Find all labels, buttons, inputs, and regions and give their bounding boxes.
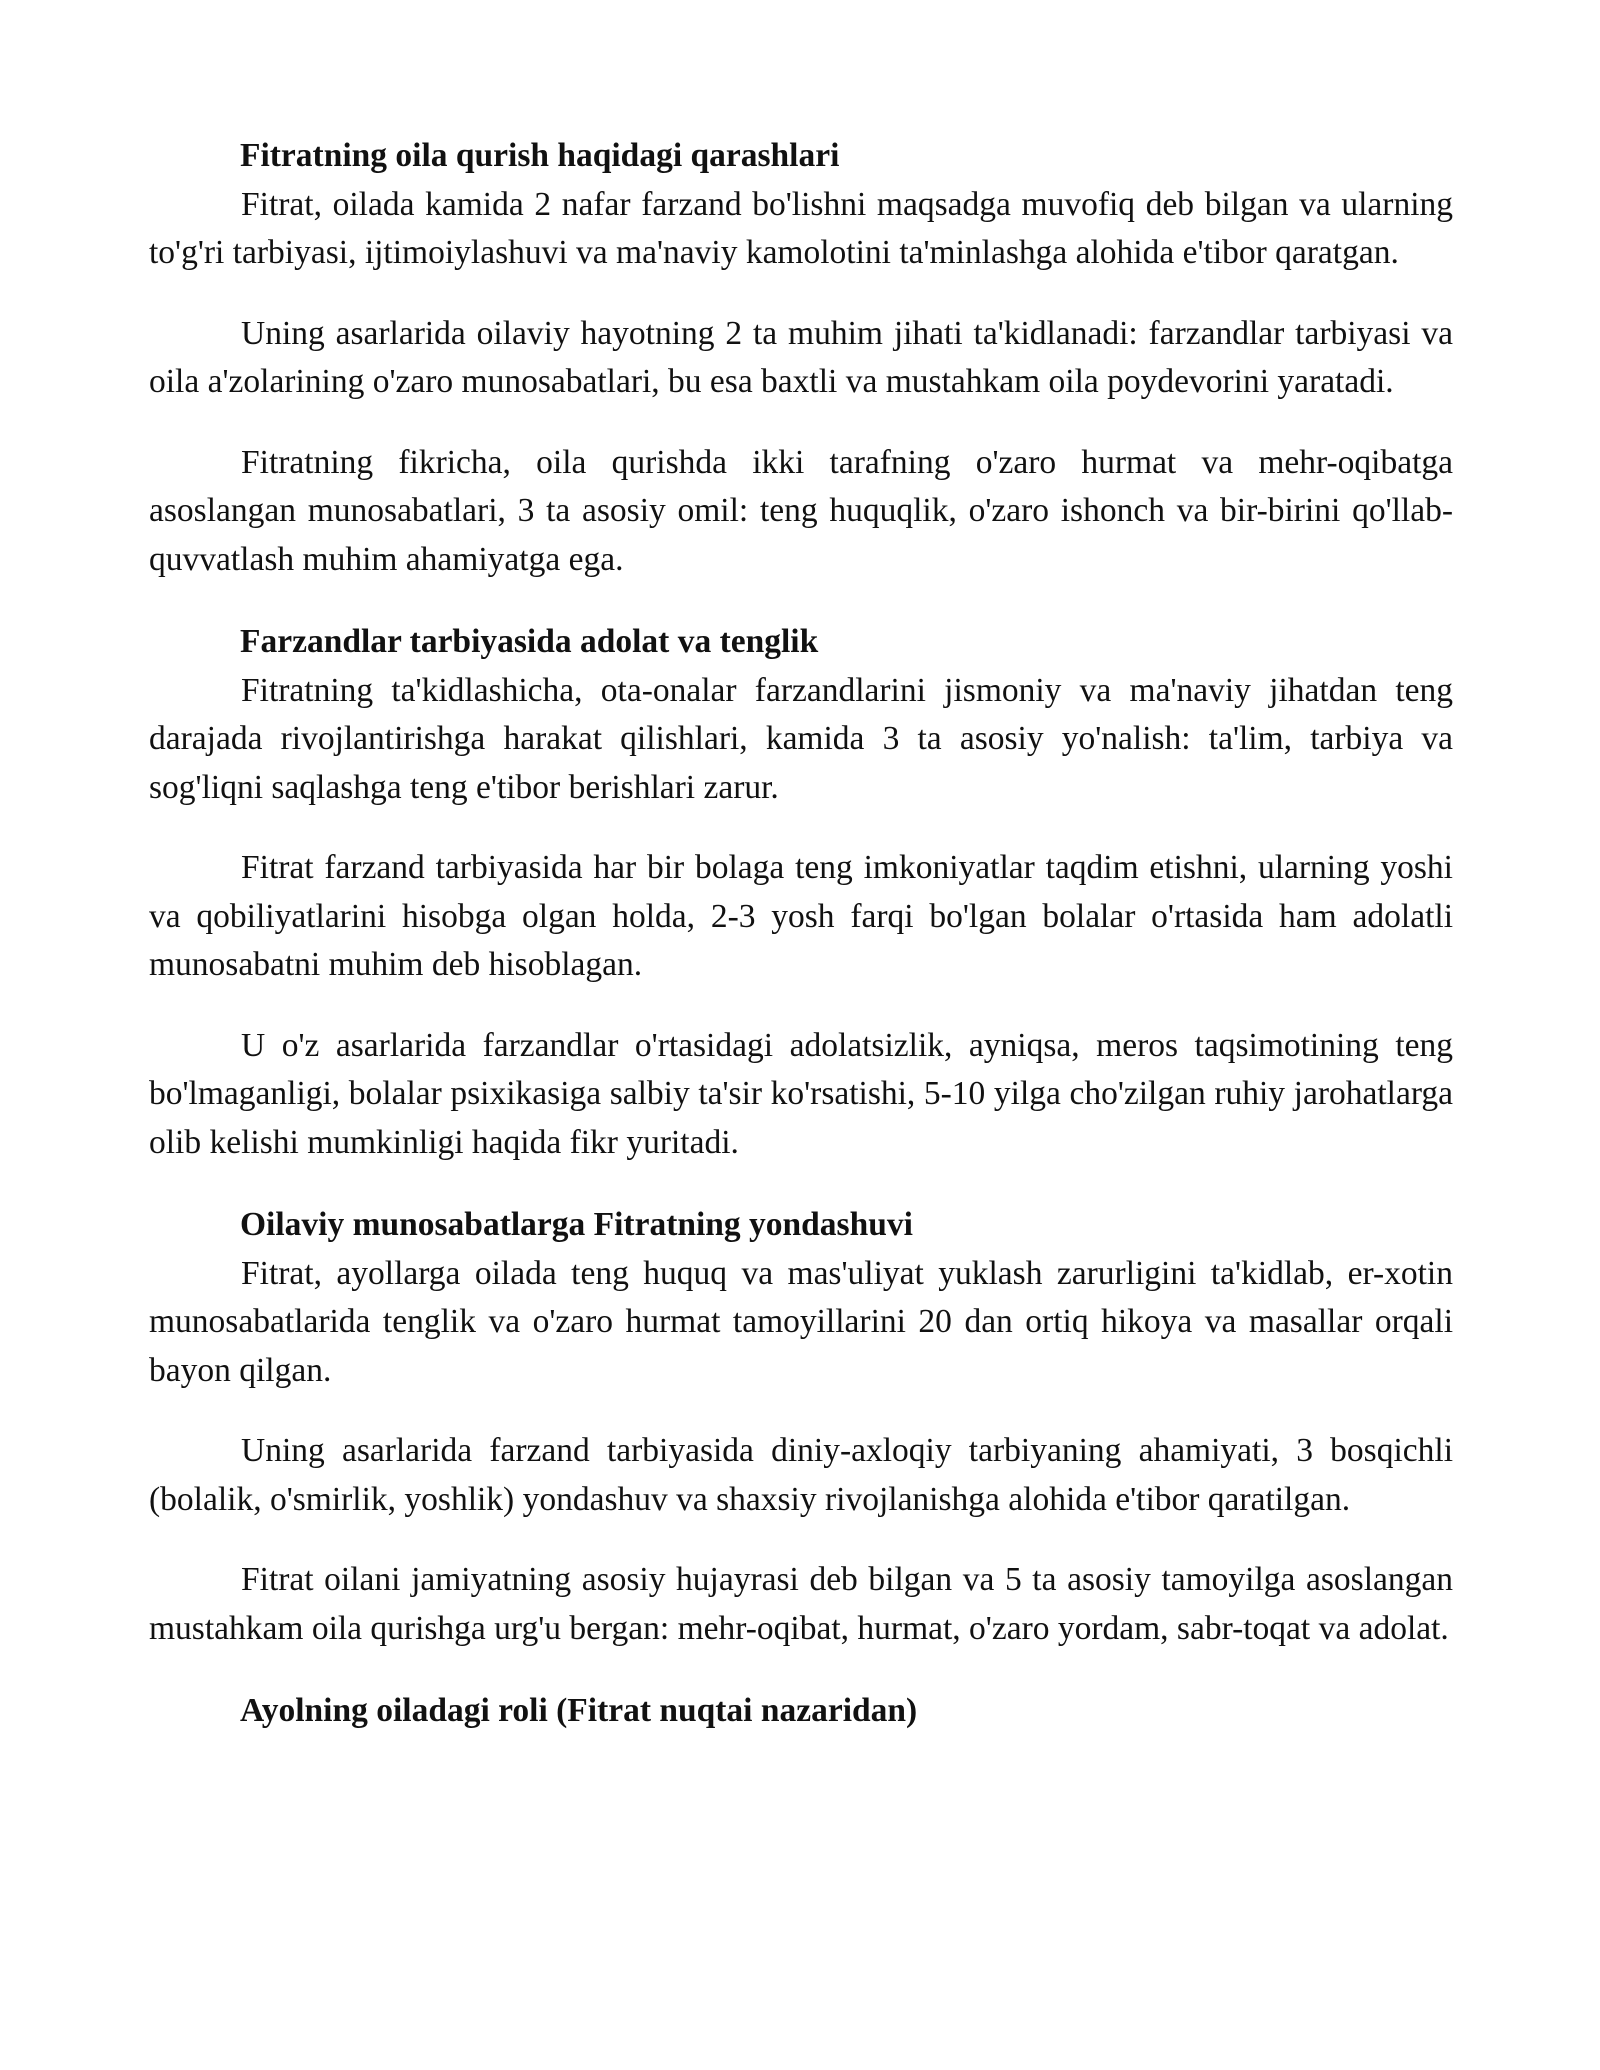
paragraph: Fitrat, oilada kamida 2 nafar farzand bo'lishni maqsadga muvofiq deb bilgan va ularning to'g'ri tarbiyasi, ijtimoiylashuvi va ma'naviy kamolotini ta'minlashga alohida e'tibor qaratgan. [149, 185, 1453, 271]
section-heading: Ayolning oiladagi roli (Fitrat nuqtai nazaridan) [240, 1692, 918, 1729]
section-heading: Fitratning oila qurish haqidagi qarashlari [240, 137, 840, 174]
paragraph: Fitrat, ayollarga oilada teng huquq va mas'uliyat yuklash zarurligini ta'kidlab, er-xotin munosabatlarida tenglik va o'zaro hurmat tamoyillarini 20 dan ortiq hikoya va masallar orqali bayon qilgan. [149, 1254, 1453, 1389]
document-page [149, 132, 1453, 1736]
paragraph: Fitratning fikricha, oila qurishda ikki tarafning o'zaro hurmat va mehr-oqibatga asoslangan munosabatlari, 3 ta asosiy omil: teng huquqlik, o'zaro ishonch va bir-birini qo'llab-quvvatlash muhim ahamiyatga ega. [149, 443, 1453, 578]
section-heading: Oilaviy munosabatlarga Fitratning yondashuvi [240, 1206, 913, 1243]
paragraph: Uning asarlarida oilaviy hayotning 2 ta muhim jihati ta'kidlanadi: farzandlar tarbiyasi va oila a'zolarining o'zaro munosabatlari, bu esa baxtli va mustahkam oila poydevorini yaratadi. [149, 314, 1453, 400]
paragraph: U o'z asarlarida farzandlar o'rtasidagi adolatsizlik, ayniqsa, meros taqsimotining teng bo'lmaganligi, bolalar psixikasiga salbiy ta'sir ko'rsatishi, 5-10 yilga cho'zilgan ruhiy jarohatlarga olib kelishi mumkinligi haqida fikr yuritadi. [149, 1026, 1453, 1161]
paragraph: Fitrat oilani jamiyatning asosiy hujayrasi deb bilgan va 5 ta asosiy tamoyilga asoslangan mustahkam oila qurishga urg'u bergan: mehr-oqibat, hurmat, o'zaro yordam, sabr-toqat va adolat. [149, 1561, 1453, 1647]
paragraph: Fitrat farzand tarbiyasida har bir bolaga teng imkoniyatlar taqdim etishni, ularning yoshi va qobiliyatlarini hisobga olgan holda, 2-3 yosh farqi bo'lgan bolalar o'rtasida ham adolatli munosabatni muhim deb hisoblagan. [149, 849, 1453, 983]
section-heading: Farzandlar tarbiyasida adolat va tenglik [240, 623, 819, 660]
paragraph: Fitratning ta'kidlashicha, ota-onalar farzandlarini jismoniy va ma'naviy jihatdan teng darajada rivojlantirishga harakat qilishlari, kamida 3 ta asosiy yo'nalish: ta'lim, tarbiya va sog'liqni saqlashga teng e'tibor berishlari zarur. [149, 671, 1453, 806]
paragraph: Uning asarlarida farzand tarbiyasida diniy-axloqiy tarbiyaning ahamiyati, 3 bosqichli (bolalik, o'smirlik, yoshlik) yondashuv va shaxsiy rivojlanishga alohida e'tibor qaratilgan. [149, 1432, 1453, 1518]
